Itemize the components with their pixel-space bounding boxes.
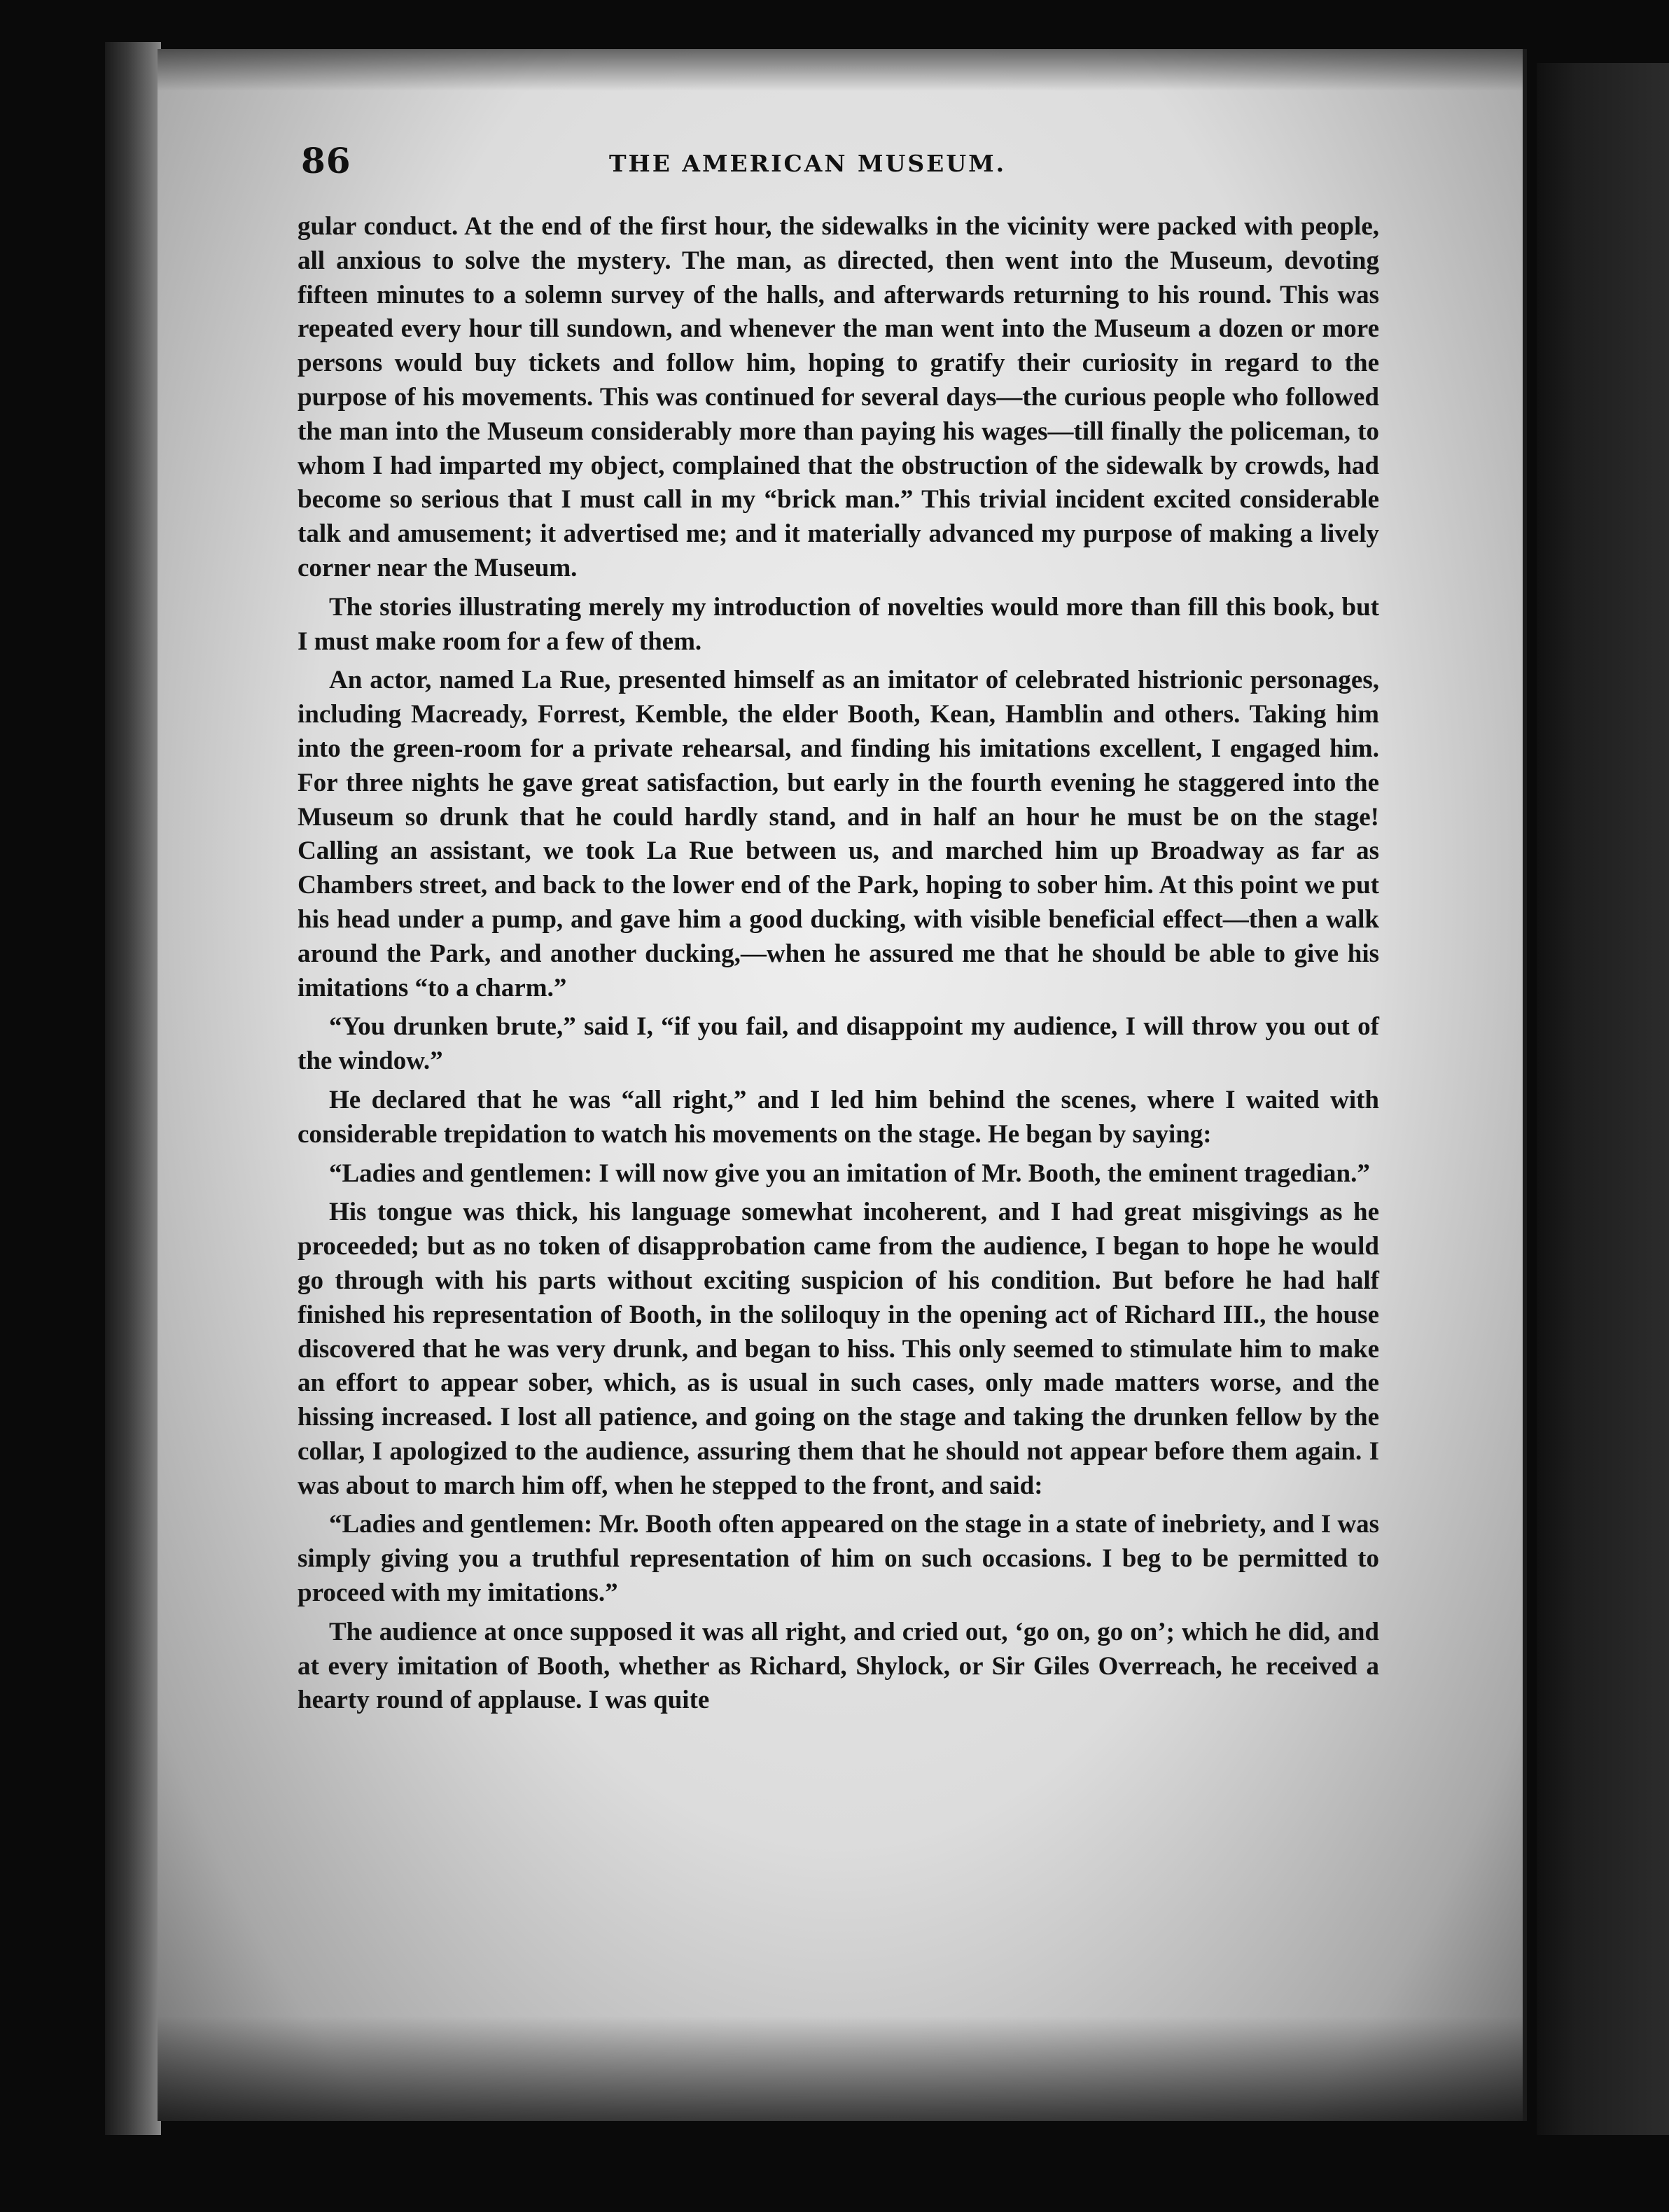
paragraph: “Ladies and gentlemen: I will now give you an imitation of Mr. Booth, the eminent tragedian.”	[329, 1158, 1370, 1188]
paragraph: The audience at once supposed it was all right, and cried out, ‘go on, go on’; which he did, and at every imitation of Booth, whether as Richard, Shylock, or Sir Giles Overreach, he received a hearty round of applause. I was quite	[298, 1617, 1379, 1715]
page-number: 86	[301, 140, 351, 181]
adjacent-page-edge	[1537, 63, 1669, 2135]
paragraph: An actor, named La Rue, presented himself as an imitator of celebrated histrionic personages, including Macready, Forrest, Kemble, the elder Booth, Kean, Hamblin and others. Taking him into the green-room for a private rehearsal, and finding his imitations excellent, I engaged him. For three nights he gave great satisfaction, but early in the fourth evening he staggered into the Museum so drunk that he could hardly stand, and in half an hour he must be on the stage! Calling an assistant, we took La Rue between us, and marched him up Broadway as far as Chambers street, and back to the lower end of the Park, hoping to sober him. At this point we put his head under a pump, and gave him a good ducking, with visible beneficial effect—then a walk around the Park, and another ducking,—when he assured me that he should be able to give his imitations “to a charm.”	[298, 666, 1379, 1002]
paragraph: “Ladies and gentlemen: Mr. Booth often appeared on the stage in a state of inebriety, and I was simply giving you a truthful representation of him on such occasions. I beg to be permitted to proceed with my imitations.”	[298, 1510, 1379, 1608]
book-binding-edge	[105, 42, 161, 2135]
paragraph: The stories illustrating merely my introduction of novelties would more than fill this book, but I must make room for a few of them.	[298, 592, 1379, 656]
running-head: THE AMERICAN MUSEUM.	[609, 150, 1007, 177]
paragraph: gular conduct. At the end of the first hour, the sidewalks in the vicinity were packed with people, all anxious to solve the mystery. The man, as directed, then went into the Museum, devoting fifteen minutes to a solemn survey of the halls, and afterwards returning to his round. This was repeated every hour till sundown, and whenever the man went into the Museum a dozen or more persons would buy tickets and follow him, hoping to gratify their curiosity in regard to the purpose of his movements. This was continued for several days—the curious people who followed the man into the Museum considerably more than paying his wages—till finally the policeman, to whom I had imparted my object, complained that the obstruction of the sidewalk by crowds, had become so serious that I must call in my “brick man.” This trivial incident excited considerable talk and amusement; it advertised me; and it materially advanced my purpose of making a lively corner near the Museum.	[298, 212, 1379, 582]
page-top-shadow	[158, 49, 1523, 91]
body-text	[298, 210, 1379, 1718]
paragraph: He declared that he was “all right,” and I led him behind the scenes, where I waited with considerable trepidation to watch his movements on the stage. He began by saying:	[298, 1085, 1379, 1149]
page-bottom-shadow	[158, 2016, 1523, 2121]
page-header	[301, 140, 1379, 189]
paragraph: “You drunken brute,” said I, “if you fail, and disappoint my audience, I will throw you out of the window.”	[298, 1012, 1379, 1076]
paragraph: His tongue was thick, his language somewhat incoherent, and I had great misgivings as he proceeded; but as no token of disapprobation came from the audience, I began to hope he would go through with his parts without exciting suspicion of his condition. But before he had half finished his representation of Booth, in the soliloquy in the opening act of Richard III., the house discovered that he was very drunk, and began to hiss. This only seemed to stimulate him to make an effort to appear sober, which, as is usual in such cases, only made matters worse, and the hissing increased. I lost all patience, and going on the stage and taking the drunken fellow by the collar, I apologized to the audience, assuring them that he should not appear before them again. I was about to march him off, when he stepped to the front, and said:	[298, 1198, 1379, 1500]
